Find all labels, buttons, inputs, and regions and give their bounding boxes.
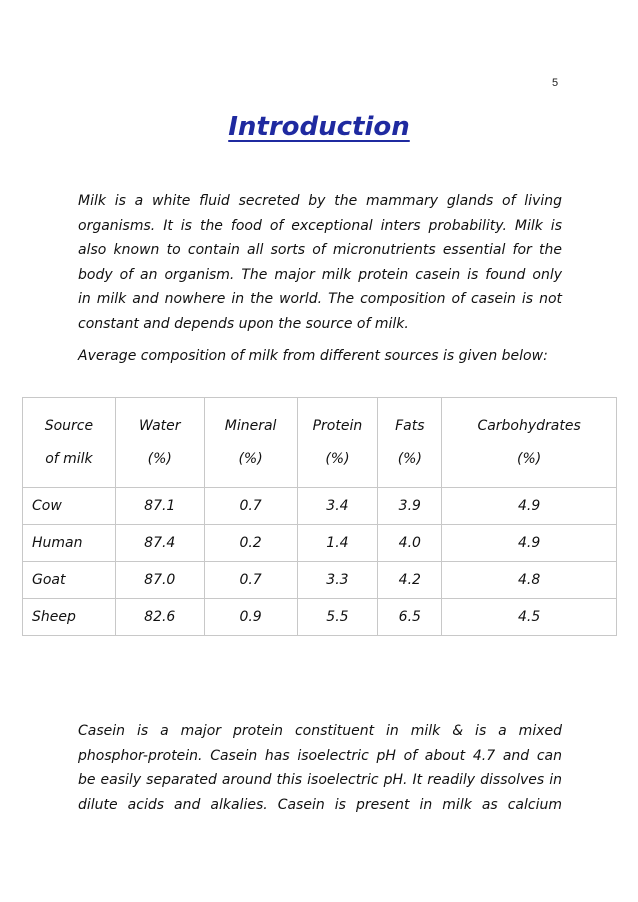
cell-water: 87.0: [115, 562, 204, 599]
table-row: [23, 562, 617, 599]
text-line: constant and depends upon the source of milk.: [78, 315, 409, 332]
header-source: Source of milk: [23, 398, 116, 488]
text-line: organisms. It is the food of exceptional inters probability. Milk is: [78, 217, 562, 234]
cell-source: Human: [23, 525, 116, 562]
header-fats: Fats (%): [378, 398, 442, 488]
header-carbohydrates: Carbohydrates (%): [442, 398, 617, 488]
cell-source: Cow: [23, 488, 116, 525]
cell-fats: 6.5: [378, 599, 442, 636]
table-row: [23, 599, 617, 636]
cell-mineral: 0.2: [204, 525, 297, 562]
page-number: 5: [552, 77, 559, 89]
cell-carbohydrates: 4.8: [442, 562, 617, 599]
header-water: Water (%): [115, 398, 204, 488]
cell-fats: 3.9: [378, 488, 442, 525]
text-line: Average composition of milk from different sources is given below:: [78, 348, 548, 364]
table-lead-paragraph: [78, 344, 562, 369]
cell-water: 87.1: [115, 488, 204, 525]
intro-paragraph: [78, 189, 562, 336]
text-line: also known to contain all sorts of micronutrients essential for the: [78, 242, 562, 258]
cell-protein: 1.4: [297, 525, 378, 562]
cell-mineral: 0.9: [204, 599, 297, 636]
cell-fats: 4.0: [378, 525, 442, 562]
cell-carbohydrates: 4.9: [442, 488, 617, 525]
text-line: dilute acids and alkalies. Casein is present in milk as calcium: [78, 796, 562, 813]
page-title: [0, 112, 638, 142]
cell-carbohydrates: 4.9: [442, 525, 617, 562]
cell-fats: 4.2: [378, 562, 442, 599]
page-title-text: Introduction: [228, 112, 410, 142]
cell-water: 82.6: [115, 599, 204, 636]
text-line: in milk and nowhere in the world. The composition of casein is not: [78, 291, 562, 307]
cell-mineral: 0.7: [204, 562, 297, 599]
cell-mineral: 0.7: [204, 488, 297, 525]
table-row: [23, 488, 617, 525]
cell-carbohydrates: 4.5: [442, 599, 617, 636]
cell-protein: 5.5: [297, 599, 378, 636]
cell-source: Sheep: [23, 599, 116, 636]
cell-protein: 3.3: [297, 562, 378, 599]
header-mineral: Mineral (%): [204, 398, 297, 488]
table-header-row: [23, 398, 617, 488]
text-line: phosphor-protein. Casein has isoelectric pH of about 4.7 and can: [78, 747, 562, 764]
milk-composition-table: [22, 397, 617, 636]
text-line: be easily separated around this isoelectric pH. It readily dissolves in: [78, 772, 562, 788]
cell-water: 87.4: [115, 525, 204, 562]
text-line: Casein is a major protein constituent in milk & is a mixed: [78, 723, 562, 739]
cell-source: Goat: [23, 562, 116, 599]
text-line: Milk is a white fluid secreted by the mammary glands of living: [78, 193, 562, 209]
casein-paragraph: [78, 719, 562, 817]
cell-protein: 3.4: [297, 488, 378, 525]
header-protein: Protein (%): [297, 398, 378, 488]
text-line: body of an organism. The major milk protein casein is found only: [78, 266, 562, 283]
table-row: [23, 525, 617, 562]
